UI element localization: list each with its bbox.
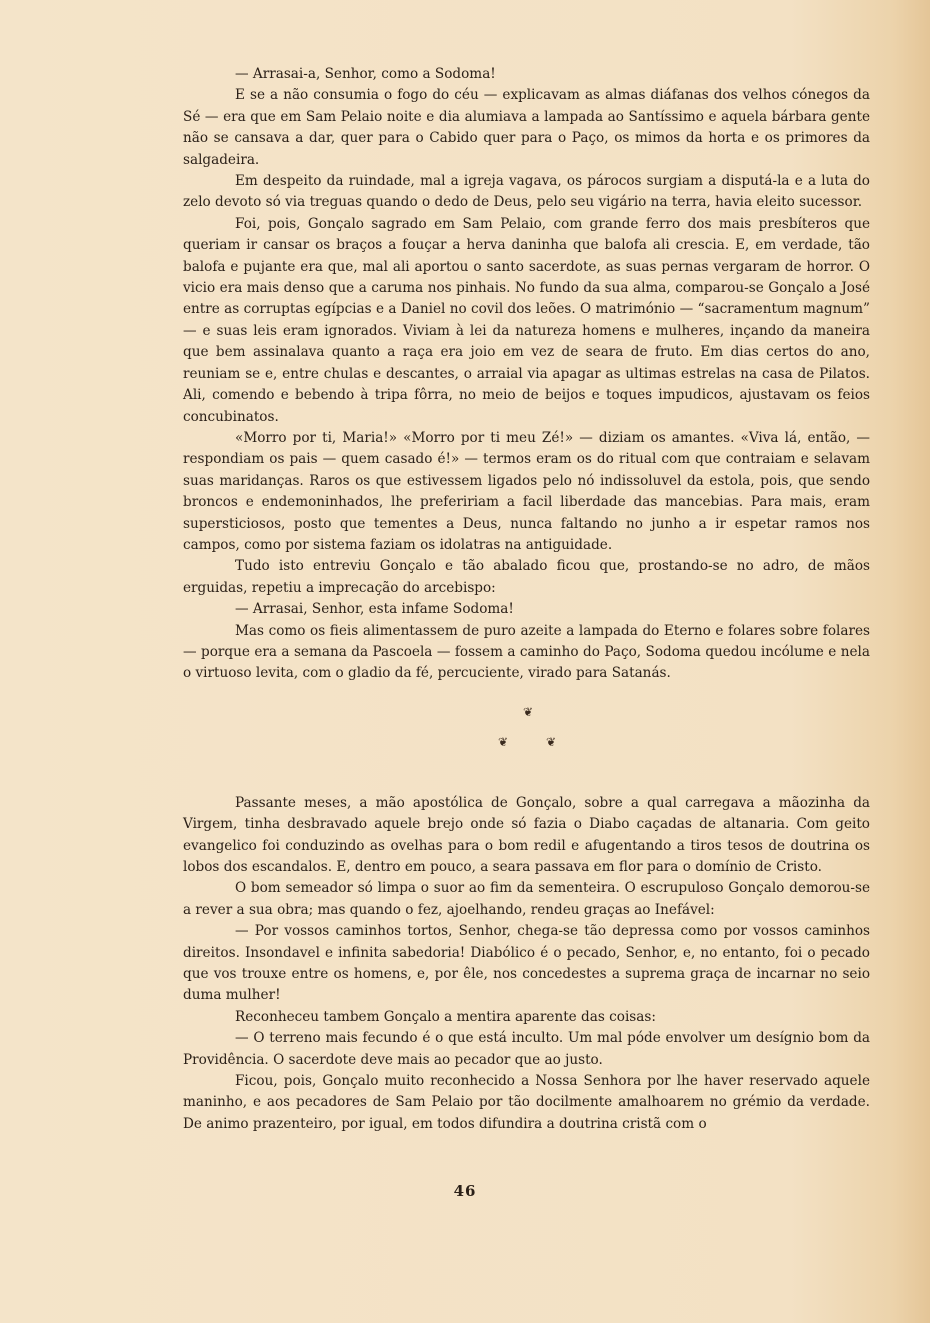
paragraph: Ficou, pois, Gonçalo muito reconhecido a Nossa Senhora por lhe haver reservado aquele maninho, e aos pecadores de Sam Pelaio por tão docilmente amalhoarem no grémio da verdade. De animo prazenteiro, por igual, em todos difundira a doutrina cristã com o [183,1073,870,1132]
page-number: 46 [453,1182,477,1200]
paragraph: Mas como os fieis alimentassem de puro azeite a lampada do Eterno e folares sobre folares — porque era a semana da Pascoela — fossem a caminho do Paço, Sodoma quedou incólume e nela o virtuoso levita, com o gladio da fé, percuciente, virado para Satanás. [183,622,870,682]
paragraph: Foi, pois, Gonçalo sagrado em Sam Pelaio, com grande ferro dos mais presbíteros que queriam ir cansar os braços a fouçar a herva daninha que balofa ali crescia. E, em verdade, tão balofa e pujante era que, mal ali aportou o santo sacerdote, as suas pernas vergaram de horror. O vicio era mais denso que a caruma nos pinhais. No fundo da sua alma, comparou-se Gonçalo a José entre as corruptas egípcias e a Daniel no covil dos leões. O matrimónio — “sacramentum magnum” — e suas leis eram ignorados. Viviam à lei da natureza homens e mulheres, inçando da maneira que bem assinalava quanto a raça era joio em vez de seara de fruto. Em dias certos do ano, reuniam se e, entre chulas e descantes, o arraial via apagar as ultimas estrelas na casa de Pilatos. Ali, comendo e bebendo à tripa fôrra, no meio de beijos e toques impudicos, ajustavam os feios concubinatos. [183,215,870,425]
paragraph: — Arrasai-a, Senhor, como a Sodoma! [235,66,496,82]
fleuron-icon: ❦ [523,704,534,719]
paragraph: Em despeito da ruindade, mal a igreja vagava, os párocos surgiam a disputá-la e a luta do zelo devoto só via treguas quando o dedo de Deus, pelo seu vigário na terra, havia eleito sucessor. [183,173,870,211]
page-body [183,64,870,1135]
paragraph: «Morro por ti, Maria!» «Morro por ti meu Zé!» — diziam os amantes. «Viva lá, então, — respondiam os pais — quem casado é!» — termos eram os do ritual com que contraiam e selavam suas maridanças. Raros os que estivessem ligados pelo nó indissoluvel da estola, pois, que sendo broncos e endemoninhados, lhe prefeririam a facil liberdade das mancebias. Para mais, eram supersticiosos, posto que tementes a Deus, nunca faltando no junho a ir espetar ramos nos campos, como por sistema faziam os idolatras na antiguidade. [183,429,870,553]
paragraph: — O terreno mais fecundo é o que está inculto. Um mal póde envolver um desígnio bom da Providência. O sacerdote deve mais ao pecador que ao justo. [183,1030,870,1068]
fleuron-icon: ❦ [546,734,557,749]
paragraph: Tudo isto entreviu Gonçalo e tão abalado ficou que, prostando-se no adro, de mãos erguidas, repetiu a imprecação do arcebispo: [183,558,870,596]
paragraph: E se a não consumia o fogo do céu — explicavam as almas diáfanas dos velhos cónegos da Sé — era que em Sam Pelaio noite e dia alumiava a lampada ao Santíssimo e aquela bárbara gente não se cansava a dar, quer para o Cabido quer para o Paço, os mimos da horta e os primores da salgadeira. [183,87,870,168]
section-ornament [183,699,870,779]
text-block-bottom [183,793,870,1136]
paragraph: — Arrasai, Senhor, esta infame Sodoma! [235,601,514,618]
text-block-top [183,64,870,685]
paragraph: — Por vossos caminhos tortos, Senhor, chega-se tão depressa como por vossos caminhos direitos. Insondavel e infinita sabedoria! Diabólico é o pecado, Senhor, e, no entanto, foi o pecado que vos trouxe entre os homens, e, por êle, nos concedestes a suprema graça de incarnar no seio duma mulher! [183,923,870,1004]
paragraph: O bom semeador só limpa o suor ao fim da sementeira. O escrupuloso Gonçalo demorou-se a rever a sua obra; mas quando o fez, ajoelhando, rendeu graças ao Inefável: [183,880,870,918]
paragraph: Reconheceu tambem Gonçalo a mentira aparente das coisas: [235,1008,656,1025]
paragraph: Passante meses, a mão apostólica de Gonçalo, sobre a qual carregava a mãozinha da Virgem, tinha desbravado aquele brejo onde só fazia o Diabo caçadas de altanaria. Com geito evangelico foi conduzindo as ovelhas para o bom redil e afugentando a tiros tesos de doutrina os lobos dos escandalos. E, dentro em pouco, a seara passava em flor para o domínio de Cristo. [183,794,870,875]
fleuron-icon: ❦ [498,734,509,749]
